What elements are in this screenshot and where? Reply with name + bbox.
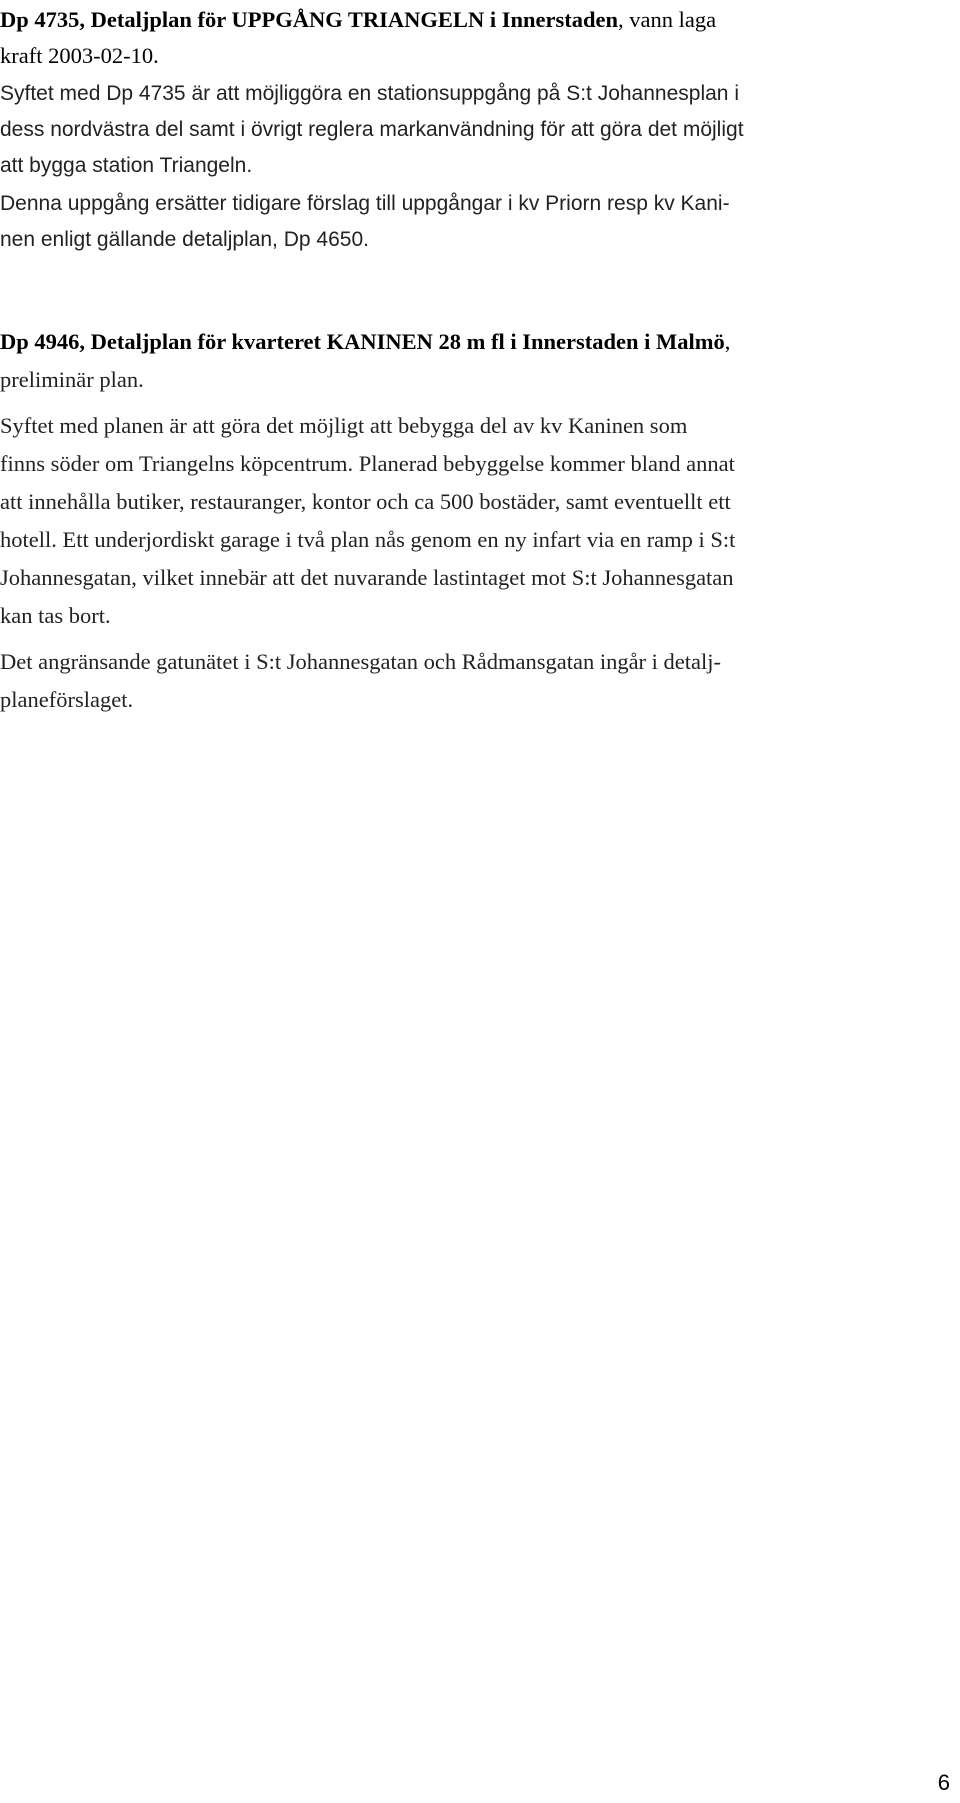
heading-title: Dp 4946, Detaljplan för kvarteret KANINEN 28 m fl i Innerstaden i Malmö xyxy=(0,329,725,354)
text-line: Johannesgatan, vilket innebär att det nuvarande lastintaget mot S:t Johannesgatan xyxy=(0,565,734,590)
section-heading xyxy=(0,2,956,74)
paragraph-purpose xyxy=(0,76,956,184)
heading-suffix: , vann laga xyxy=(617,7,717,32)
heading-title: Dp 4735, Detaljplan för UPPGÅNG TRIANGELN i Innerstaden xyxy=(0,7,618,32)
text-line: kan tas bort. xyxy=(0,603,111,628)
paragraph-purpose xyxy=(0,407,956,635)
text-line: dess nordvästra del samt i övrigt reglera markanvändning för att göra det möjligt xyxy=(0,118,744,141)
plan-section-dp-4735 xyxy=(0,2,956,258)
heading-date-line: kraft 2003-02-10. xyxy=(0,43,159,68)
text-line: att innehålla butiker, restauranger, kontor och ca 500 bostäder, samt eventuellt ett xyxy=(0,489,731,514)
text-line: hotell. Ett underjordiskt garage i två plan nås genom en ny infart via en ramp i S:t xyxy=(0,527,736,552)
heading-suffix: , xyxy=(724,329,731,354)
text-line: nen enligt gällande detaljplan, Dp 4650. xyxy=(0,228,369,251)
text-line: Syftet med planen är att göra det möjligt att bebygga del av kv Kaninen som xyxy=(0,413,688,438)
text-line: planeförslaget. xyxy=(0,687,134,712)
paragraph-street-network xyxy=(0,643,956,719)
text-line: finns söder om Triangelns köpcentrum. Planerad bebyggelse kommer bland annat xyxy=(0,451,735,476)
plan-section-dp-4946 xyxy=(0,323,956,719)
heading-status-line: preliminär plan. xyxy=(0,367,144,392)
text-line: Syftet med Dp 4735 är att möjliggöra en stationsuppgång på S:t Johannesplan i xyxy=(0,82,739,105)
section-heading xyxy=(0,323,956,399)
page-number: 6 xyxy=(937,1770,950,1795)
text-line: Det angränsande gatunätet i S:t Johannesgatan och Rådmansgatan ingår i detalj- xyxy=(0,649,722,674)
text-line: Denna uppgång ersätter tidigare förslag till uppgångar i kv Priorn resp kv Kani- xyxy=(0,192,730,215)
paragraph-replacement xyxy=(0,186,956,258)
text-line: att bygga station Triangeln. xyxy=(0,154,253,177)
